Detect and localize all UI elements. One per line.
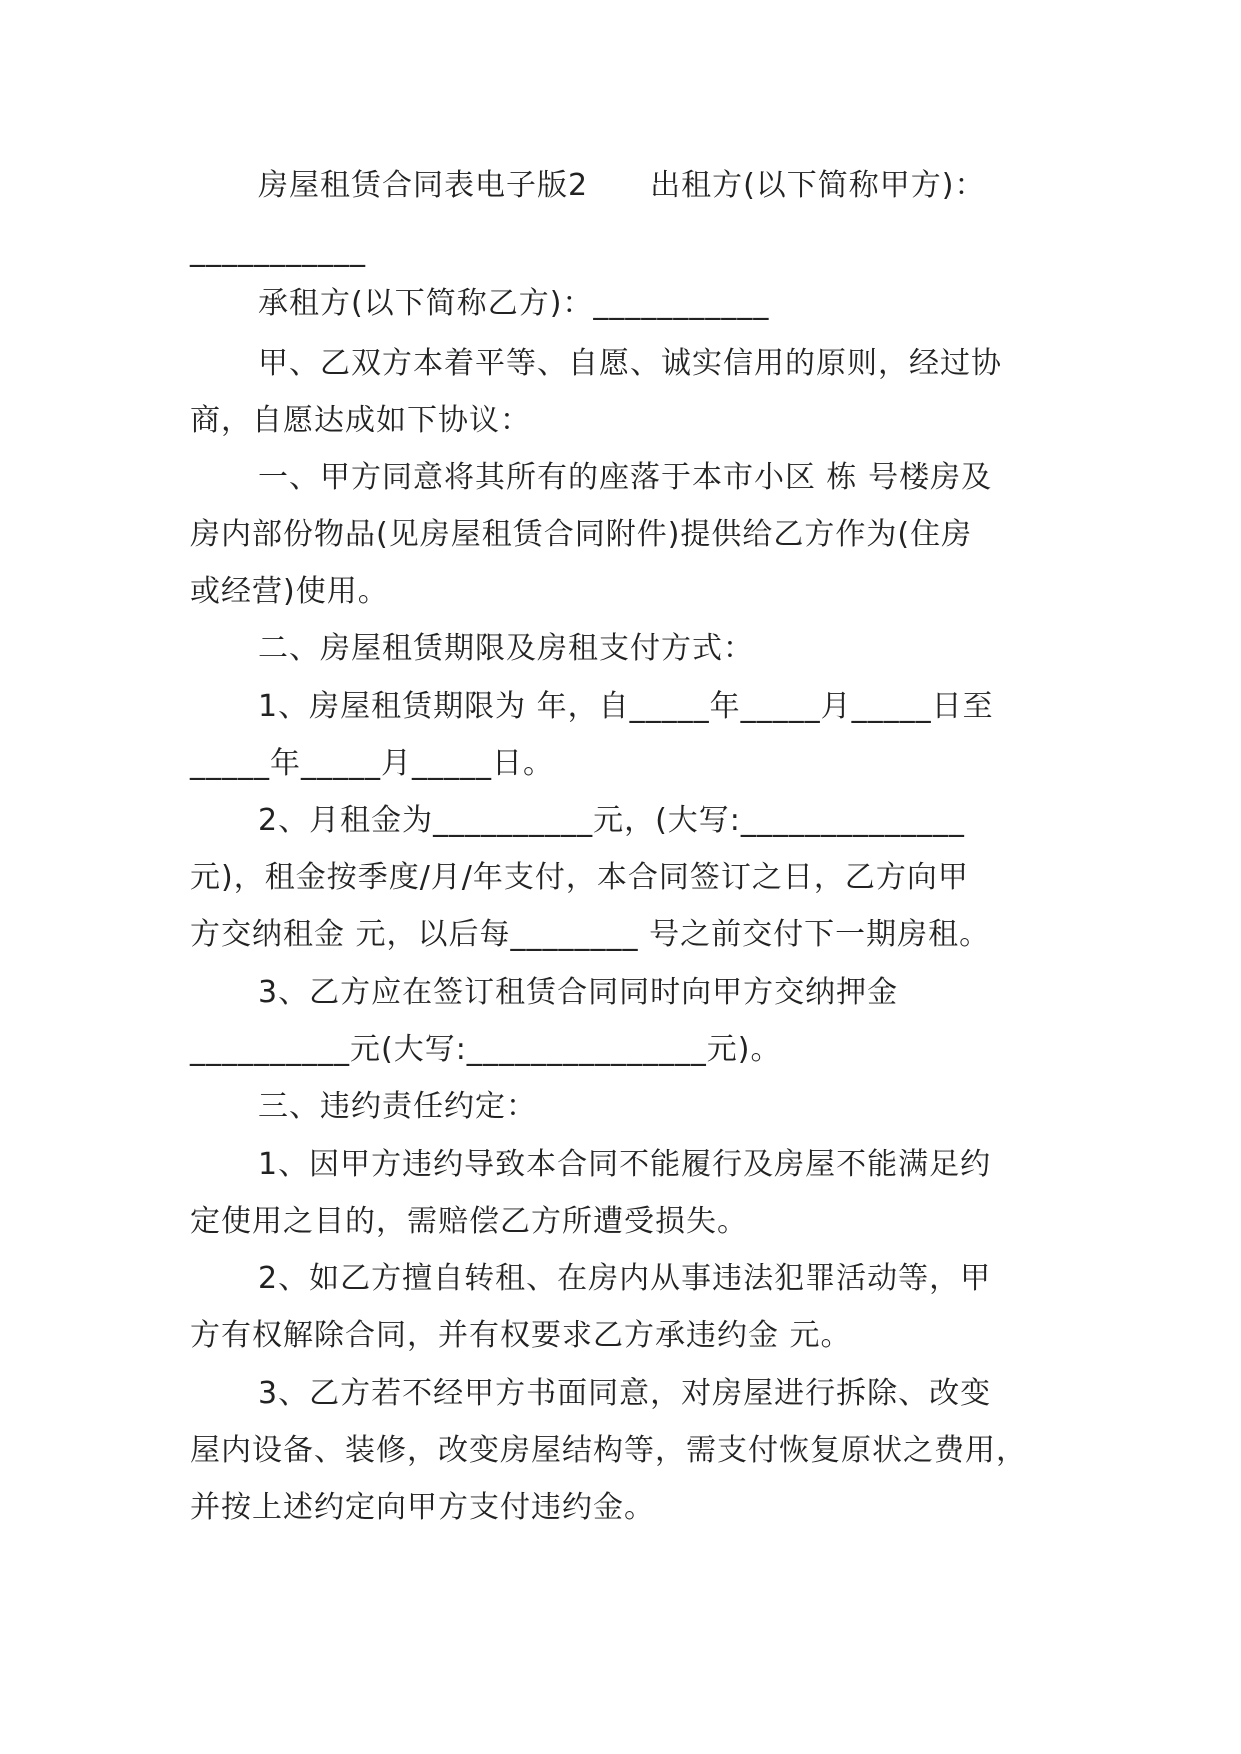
text-line: 定使用之目的，需赔偿乙方所遭受损失。 [190,1204,748,1239]
text-line: 3、乙方应在签订租赁合同同时向甲方交纳押金 [258,975,899,1010]
text-line: 屋内设备、装修，改变房屋结构等，需支付恢复原状之费用， [190,1433,1027,1468]
text-line: 一、甲方同意将其所有的座落于本市小区 栋 号楼房及 [258,460,993,495]
text-line: 2、如乙方擅自转租、在房内从事违法犯罪活动等，甲 [258,1261,992,1296]
text-line: ___________ [190,233,366,268]
text-line: 二、房屋租赁期限及房租支付方式： [258,631,754,666]
text-line: 3、乙方若不经甲方书面同意，对房屋进行拆除、改变 [258,1376,992,1411]
text-line: 并按上述约定向甲方支付违约金。 [190,1490,655,1525]
text-line: _____年_____月_____日。 [190,746,554,781]
text-line: __________元(大写:_______________元)。 [190,1032,782,1067]
text-line: 甲、乙双方本着平等、自愿、诚实信用的原则，经过协 [258,346,1002,381]
text-line: 承租方(以下简称乙方)：___________ [258,286,770,321]
text-line: 方有权解除合同，并有权要求乙方承违约金 元。 [190,1318,852,1353]
text-line: 2、月租金为__________元，(大写:______________ [258,803,965,838]
text-line: 商，自愿达成如下协议： [190,403,531,438]
text-line: 房内部份物品(见房屋租赁合同附件)提供给乙方作为(住房 [190,517,973,552]
title-line: 房屋租赁合同表电子版2 出租方(以下简称甲方)： [258,168,986,203]
text-line: 或经营)使用。 [190,574,389,609]
text-line: 元)，租金按季度/月/年支付，本合同签订之日，乙方向甲 [190,860,969,895]
section-heading: 三、违约责任约定： [258,1089,537,1124]
text-line: 方交纳租金 元，以后每________ 号之前交付下一期房租。 [190,917,991,952]
text-line: 1、房屋租赁期限为 年，自_____年_____月_____日至 [258,689,994,724]
text-line: 1、因甲方违约导致本合同不能履行及房屋不能满足约 [258,1147,992,1182]
